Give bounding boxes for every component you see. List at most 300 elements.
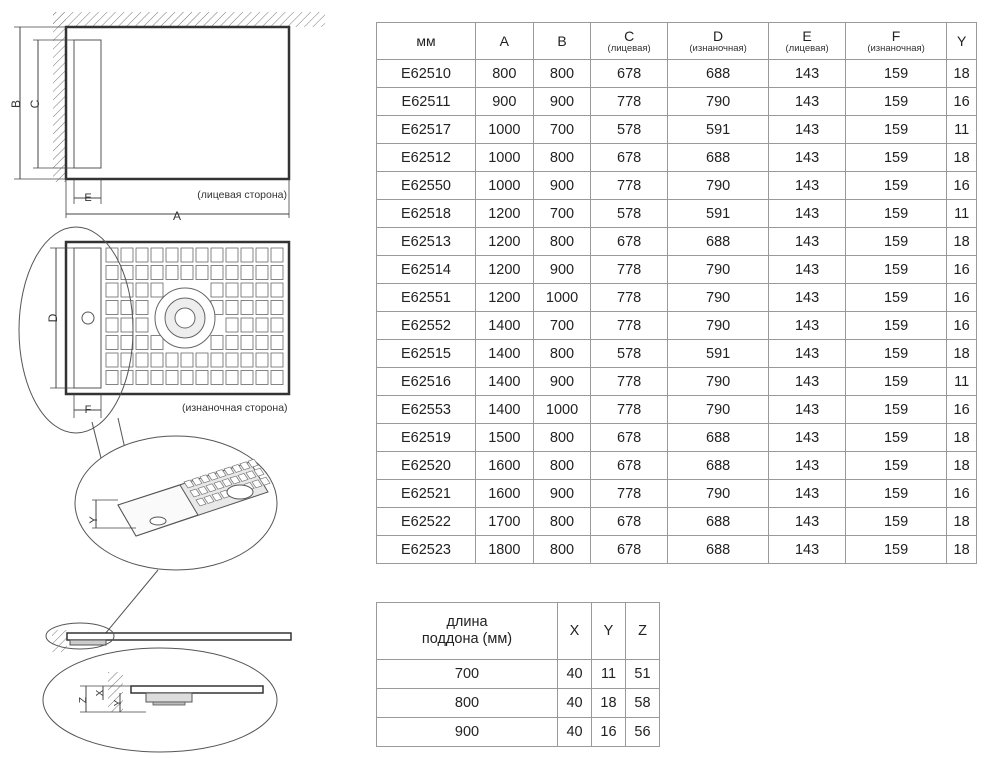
rib-cell [181, 266, 193, 280]
table-row [377, 452, 977, 480]
table-cell: 591 [667, 200, 768, 228]
table-cell: 1500 [476, 424, 534, 452]
dim-label-D: D [46, 313, 60, 323]
rib-cell [181, 371, 193, 385]
model-code-cell: E62510 [377, 60, 476, 88]
table-row [377, 60, 977, 88]
rib-cell [256, 353, 268, 367]
technical-drawings [0, 0, 370, 758]
column-header-sublabel: (лицевая) [607, 42, 651, 54]
rib-cell [256, 266, 268, 280]
rib-cell [121, 336, 133, 350]
column-header-label: мм [416, 33, 436, 49]
table-cell: 1200 [476, 284, 534, 312]
table-cell: 11 [947, 116, 977, 144]
table-cell: 778 [591, 172, 668, 200]
wall-hatch-profile [52, 630, 67, 652]
table-cell: 18 [947, 452, 977, 480]
table-cell: 40 [558, 660, 592, 689]
rib-cell [226, 283, 238, 297]
table-cell: 790 [667, 256, 768, 284]
rib-cell [226, 353, 238, 367]
table-cell: 1600 [476, 452, 534, 480]
rib-cell [241, 301, 253, 315]
rib-cell [151, 353, 163, 367]
rib-cell [136, 318, 148, 332]
dim-label-Y: Y [88, 516, 100, 524]
rib-cell [136, 283, 148, 297]
tray-length-header [377, 603, 558, 660]
table-cell: 16 [947, 88, 977, 116]
table-row [377, 660, 660, 689]
rib-cell [271, 248, 283, 262]
table-cell: 900 [533, 172, 591, 200]
table-cell: 678 [591, 452, 668, 480]
table-cell: 18 [592, 689, 626, 718]
dim-label-Z: Z [78, 696, 89, 704]
table-cell: 18 [947, 508, 977, 536]
rib-cell [241, 318, 253, 332]
table-row [377, 116, 977, 144]
model-code-cell: E62514 [377, 256, 476, 284]
rib-cell [136, 336, 148, 350]
column-header-label: E [802, 27, 812, 44]
table-cell: 688 [667, 228, 768, 256]
dim-label-E: E [84, 192, 92, 204]
table-cell: 688 [667, 60, 768, 88]
rib-cell [136, 371, 148, 385]
table-cell: 778 [591, 312, 668, 340]
table-cell: 790 [667, 172, 768, 200]
rib-cell [151, 336, 163, 350]
model-code-cell: E62522 [377, 508, 476, 536]
rib-cell [166, 353, 178, 367]
rib-cell [106, 301, 118, 315]
table-cell: 56 [625, 718, 659, 747]
face-side-caption: (лицевая сторона) [197, 189, 287, 201]
tray-length-cell: 800 [377, 689, 558, 718]
table-row [377, 536, 977, 564]
table-cell: 18 [947, 536, 977, 564]
tray-length-header-line1: длина [446, 614, 488, 630]
wall-hatch-left [53, 12, 66, 182]
header-X: X [558, 603, 592, 660]
rib-cell [256, 283, 268, 297]
dim-label-A: A [172, 209, 182, 223]
column-header-label: D [713, 27, 724, 44]
table-cell: 143 [769, 172, 846, 200]
table-row [377, 424, 977, 452]
dim-label-B: B [9, 99, 23, 109]
table-cell: 1000 [533, 396, 591, 424]
table-cell: 900 [533, 256, 591, 284]
rib-cell [181, 353, 193, 367]
rib-cell [136, 353, 148, 367]
table-row [377, 284, 977, 312]
rib-cell [151, 248, 163, 262]
table-cell: 18 [947, 228, 977, 256]
table-cell: 678 [591, 144, 668, 172]
table-cell: 143 [769, 144, 846, 172]
column-header-7 [947, 23, 977, 60]
table-cell: 1200 [476, 200, 534, 228]
rib-cell [226, 248, 238, 262]
rib-cell [256, 318, 268, 332]
table-cell: 159 [845, 480, 946, 508]
dim-label-F: F [84, 404, 92, 416]
dim-label-Y-profile: Y [113, 699, 124, 707]
rib-cell [241, 371, 253, 385]
table-cell: 900 [533, 480, 591, 508]
table-row [377, 718, 660, 747]
table-cell: 143 [769, 116, 846, 144]
rib-cell [226, 336, 238, 350]
rib-cell [226, 318, 238, 332]
rib-cell [136, 266, 148, 280]
table-cell: 159 [845, 284, 946, 312]
table-cell: 51 [625, 660, 659, 689]
table-cell: 159 [845, 396, 946, 424]
table-cell: 1000 [476, 116, 534, 144]
rib-cell [151, 266, 163, 280]
table-row [377, 340, 977, 368]
table-cell: 159 [845, 60, 946, 88]
table-cell: 18 [947, 60, 977, 88]
table-cell: 790 [667, 88, 768, 116]
table-cell: 1800 [476, 536, 534, 564]
perspective-detail [75, 436, 277, 640]
rib-cell [271, 353, 283, 367]
model-code-cell: E62550 [377, 172, 476, 200]
table-cell: 900 [533, 368, 591, 396]
table-cell: 578 [591, 340, 668, 368]
column-header-4 [667, 23, 768, 60]
table-cell: 678 [591, 60, 668, 88]
dimensions-table-header [377, 23, 977, 60]
table-cell: 159 [845, 312, 946, 340]
profile-detail-tray [131, 686, 263, 693]
rib-cell [121, 318, 133, 332]
rib-cell [241, 248, 253, 262]
table-cell: 16 [947, 480, 977, 508]
table-cell: 678 [591, 536, 668, 564]
table-cell: 159 [845, 88, 946, 116]
rib-cell [256, 248, 268, 262]
table-cell: 143 [769, 256, 846, 284]
table-cell: 143 [769, 200, 846, 228]
rib-cell [106, 318, 118, 332]
model-code-cell: E62553 [377, 396, 476, 424]
table-cell: 16 [947, 396, 977, 424]
rib-cell [106, 336, 118, 350]
table-cell: 800 [533, 452, 591, 480]
rib-cell [196, 266, 208, 280]
column-header-label: B [557, 33, 567, 49]
rib-cell [136, 301, 148, 315]
table-cell: 778 [591, 368, 668, 396]
rib-cell [211, 336, 223, 350]
table-cell: 790 [667, 284, 768, 312]
column-header-6 [845, 23, 946, 60]
tray-height-table-body [377, 660, 660, 747]
model-code-cell: E62551 [377, 284, 476, 312]
table-row [377, 508, 977, 536]
rib-cell [196, 353, 208, 367]
column-header-0 [377, 23, 476, 60]
model-code-cell: E62516 [377, 368, 476, 396]
table-cell: 143 [769, 396, 846, 424]
back-side-view [19, 227, 289, 470]
table-cell: 159 [845, 340, 946, 368]
center-drain-inner [175, 308, 195, 328]
table-row [377, 144, 977, 172]
table-cell: 159 [845, 144, 946, 172]
tray-outline-face [66, 27, 289, 179]
tray-length-header-line2: поддона (мм) [421, 631, 513, 647]
table-cell: 578 [591, 116, 668, 144]
rib-cell [256, 301, 268, 315]
table-row [377, 228, 977, 256]
header-Y: Y [592, 603, 626, 660]
model-code-cell: E62517 [377, 116, 476, 144]
table-cell: 688 [667, 424, 768, 452]
table-cell: 778 [591, 396, 668, 424]
table-row [377, 88, 977, 116]
table-row [377, 396, 977, 424]
dim-label-X: X [95, 689, 106, 697]
rib-cell [256, 336, 268, 350]
table-cell: 778 [591, 284, 668, 312]
tray-length-cell: 900 [377, 718, 558, 747]
table-cell: 143 [769, 508, 846, 536]
table-cell: 1400 [476, 340, 534, 368]
rib-cell [181, 248, 193, 262]
column-header-sublabel: (изнаночная) [867, 42, 925, 54]
table-cell: 1200 [476, 228, 534, 256]
table-cell: 159 [845, 200, 946, 228]
tray-height-table-header [377, 603, 660, 660]
tray-height-table [376, 602, 660, 747]
table-cell: 11 [947, 200, 977, 228]
table-cell: 143 [769, 228, 846, 256]
table-cell: 700 [533, 116, 591, 144]
rib-cell [136, 248, 148, 262]
table-cell: 159 [845, 536, 946, 564]
rib-cell [121, 266, 133, 280]
table-cell: 16 [592, 718, 626, 747]
model-code-cell: E62512 [377, 144, 476, 172]
table-cell: 900 [533, 88, 591, 116]
table-cell: 678 [591, 228, 668, 256]
table-cell: 143 [769, 60, 846, 88]
column-header-label: C [624, 27, 635, 44]
rib-cell [196, 371, 208, 385]
wall-hatch-top [53, 12, 325, 27]
back-side-caption: (изнаночная сторона) [182, 402, 288, 414]
rib-cell [256, 371, 268, 385]
rib-cell [271, 283, 283, 297]
table-row [377, 200, 977, 228]
model-code-cell: E62513 [377, 228, 476, 256]
rib-cell [106, 266, 118, 280]
table-cell: 1400 [476, 368, 534, 396]
profile-detail-base [153, 702, 185, 705]
tray-profile [67, 633, 291, 640]
rib-cell [241, 336, 253, 350]
table-cell: 1400 [476, 396, 534, 424]
rib-cell [121, 248, 133, 262]
rib-cell [106, 283, 118, 297]
tray-3d-drain [150, 517, 166, 525]
table-cell: 11 [592, 660, 626, 689]
table-cell: 778 [591, 88, 668, 116]
table-cell: 778 [591, 256, 668, 284]
model-code-cell: E62515 [377, 340, 476, 368]
table-cell: 700 [533, 312, 591, 340]
profile-detail-channel [146, 693, 192, 702]
table-cell: 11 [947, 368, 977, 396]
table-cell: 688 [667, 508, 768, 536]
rib-cell [271, 371, 283, 385]
column-header-sublabel: (лицевая) [785, 42, 829, 54]
model-code-cell: E62552 [377, 312, 476, 340]
rib-cell [271, 266, 283, 280]
table-row [377, 480, 977, 508]
table-cell: 591 [667, 116, 768, 144]
header-Z: Z [625, 603, 659, 660]
table-cell: 1200 [476, 256, 534, 284]
rib-cell [241, 353, 253, 367]
rib-cell [226, 266, 238, 280]
table-cell: 18 [947, 144, 977, 172]
table-cell: 143 [769, 312, 846, 340]
rib-cell [151, 371, 163, 385]
table-cell: 800 [533, 144, 591, 172]
table-cell: 800 [533, 536, 591, 564]
table-cell: 800 [476, 60, 534, 88]
rib-cell [211, 266, 223, 280]
table-cell: 688 [667, 144, 768, 172]
table-cell: 800 [533, 508, 591, 536]
dimensions-table-body [377, 60, 977, 564]
dimensions-table [376, 22, 977, 564]
model-code-cell: E62521 [377, 480, 476, 508]
table-cell: 800 [533, 424, 591, 452]
table-cell: 1600 [476, 480, 534, 508]
rib-cell [106, 353, 118, 367]
column-header-label: A [499, 33, 509, 49]
table-row [377, 256, 977, 284]
table-cell: 143 [769, 368, 846, 396]
table-cell: 40 [558, 689, 592, 718]
rib-cell [226, 301, 238, 315]
table-cell: 1000 [476, 172, 534, 200]
rib-cell [271, 318, 283, 332]
model-code-cell: E62519 [377, 424, 476, 452]
table-row [377, 312, 977, 340]
column-header-label: F [891, 27, 901, 44]
table-cell: 790 [667, 368, 768, 396]
table-cell: 790 [667, 480, 768, 508]
face-side-view [9, 12, 325, 223]
table-cell: 16 [947, 312, 977, 340]
rib-cell [211, 371, 223, 385]
table-cell: 778 [591, 480, 668, 508]
table-cell: 18 [947, 340, 977, 368]
table-cell: 159 [845, 368, 946, 396]
table-cell: 143 [769, 452, 846, 480]
rib-cell [196, 248, 208, 262]
table-cell: 143 [769, 340, 846, 368]
rib-cell [211, 283, 223, 297]
table-cell: 16 [947, 172, 977, 200]
rib-cell [241, 283, 253, 297]
table-cell: 159 [845, 256, 946, 284]
table-cell: 159 [845, 172, 946, 200]
table-cell: 18 [947, 424, 977, 452]
model-code-cell: E62520 [377, 452, 476, 480]
table-cell: 700 [533, 200, 591, 228]
tray-3d-center [227, 485, 253, 499]
rib-cell [166, 248, 178, 262]
rib-cell [241, 266, 253, 280]
table-cell: 1700 [476, 508, 534, 536]
table-cell: 900 [476, 88, 534, 116]
table-cell: 159 [845, 508, 946, 536]
table-cell: 688 [667, 536, 768, 564]
table-cell: 790 [667, 396, 768, 424]
table-cell: 159 [845, 116, 946, 144]
table-cell: 800 [533, 228, 591, 256]
table-cell: 688 [667, 452, 768, 480]
table-row [377, 172, 977, 200]
dim-label-C: C [28, 99, 42, 109]
column-header-2 [533, 23, 591, 60]
table-cell: 143 [769, 536, 846, 564]
table-cell: 1000 [476, 144, 534, 172]
table-cell: 159 [845, 424, 946, 452]
table-cell: 143 [769, 88, 846, 116]
table-cell: 800 [533, 340, 591, 368]
table-cell: 40 [558, 718, 592, 747]
table-cell: 58 [625, 689, 659, 718]
table-cell: 16 [947, 284, 977, 312]
rib-cell [151, 283, 163, 297]
tray-length-cell: 700 [377, 660, 558, 689]
table-cell: 678 [591, 424, 668, 452]
rib-cell [166, 266, 178, 280]
column-header-5 [769, 23, 846, 60]
table-row [377, 368, 977, 396]
table-cell: 578 [591, 200, 668, 228]
table-cell: 159 [845, 452, 946, 480]
table-cell: 143 [769, 284, 846, 312]
column-header-label: Y [956, 33, 967, 49]
rib-cell [211, 353, 223, 367]
rib-cell [211, 248, 223, 262]
model-code-cell: E62518 [377, 200, 476, 228]
model-code-cell: E62523 [377, 536, 476, 564]
table-cell: 1000 [533, 284, 591, 312]
model-code-cell: E62511 [377, 88, 476, 116]
drain-hole [82, 312, 94, 324]
table-cell: 159 [845, 228, 946, 256]
profile-channel [70, 640, 106, 645]
table-row [377, 689, 660, 718]
table-cell: 143 [769, 480, 846, 508]
side-profile [43, 623, 291, 752]
rib-cell [271, 336, 283, 350]
